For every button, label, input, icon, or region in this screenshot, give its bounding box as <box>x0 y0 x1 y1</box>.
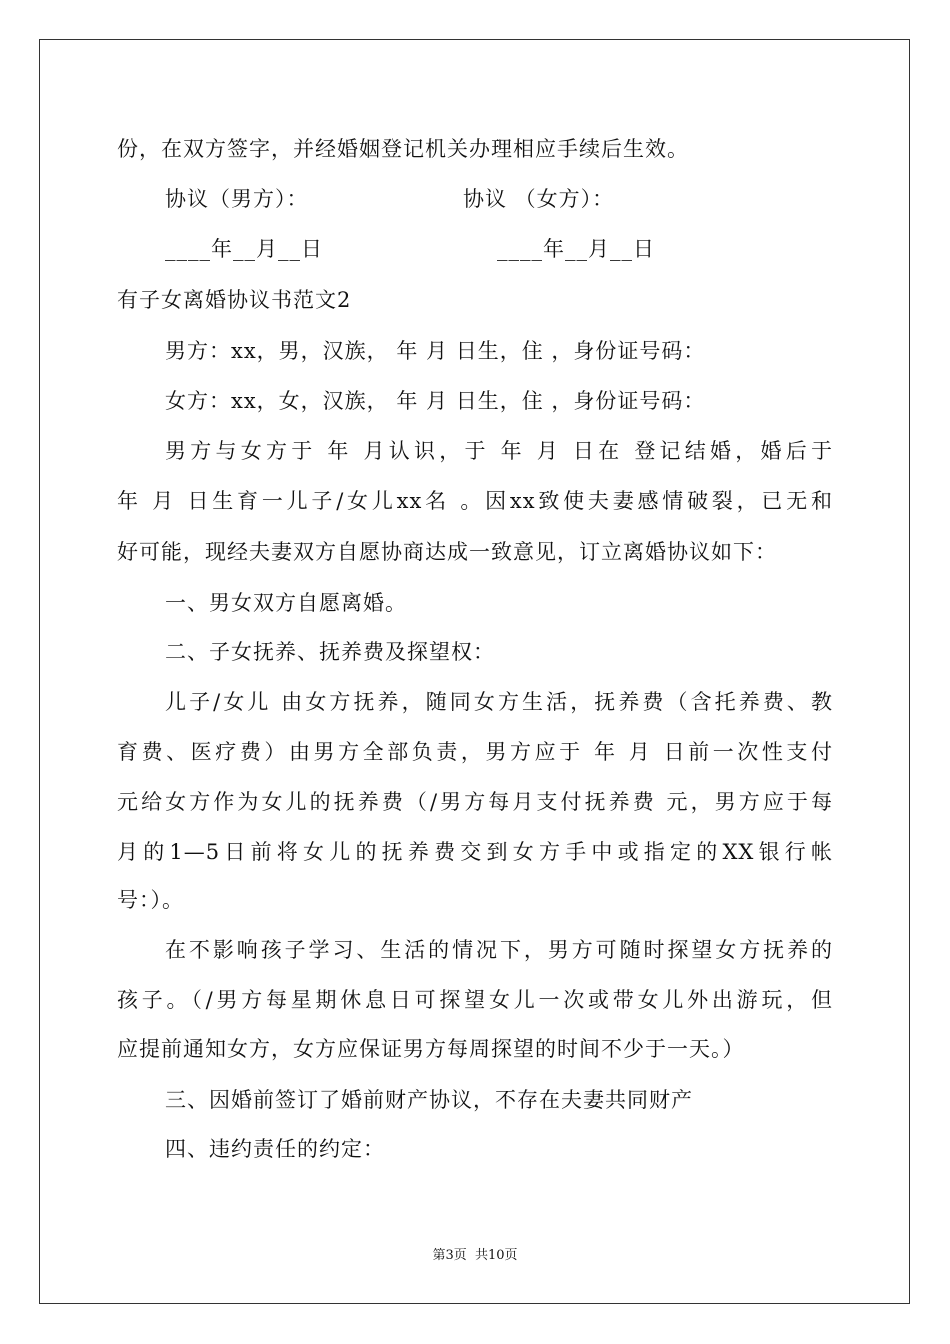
paragraph-line: 年 月 日生育一儿子/女儿xx名 。因xx致使夫妻感情破裂，已无和 <box>117 489 833 513</box>
clause-3: 三、因婚前签订了婚前财产协议，不存在夫妻共同财产 <box>165 1088 693 1112</box>
female-party-info: 女方：xx，女，汉族， 年 月 日生，住 ，身份证号码： <box>165 389 706 413</box>
page-border <box>39 39 910 1304</box>
date-line-female: ____年__月__日 <box>497 237 655 261</box>
paragraph-line: 好可能，现经夫妻双方自愿协商达成一致意见，订立离婚协议如下： <box>117 540 777 564</box>
paragraph-line: 号：）。 <box>117 888 184 912</box>
section-title: 有子女离婚协议书范文2 <box>117 288 352 312</box>
signature-label-female: 协议 （女方）： <box>463 187 615 211</box>
clause-1: 一、男女双方自愿离婚。 <box>165 591 407 615</box>
page-number-footer: 第3页 共10页 <box>432 1248 518 1263</box>
signature-label-male: 协议（男方）： <box>165 187 309 211</box>
paragraph-line: 男方与女方于 年 月认识，于 年 月 日在 登记结婚，婚后于 <box>165 439 833 463</box>
paragraph-line: 孩子。（/男方每星期休息日可探望女儿一次或带女儿外出游玩，但 <box>117 988 833 1012</box>
paragraph-line: 份，在双方签字，并经婚姻登记机关办理相应手续后生效。 <box>117 137 689 161</box>
paragraph-line: 儿子/女儿 由女方抚养，随同女方生活，抚养费（含托养费、教 <box>165 690 833 714</box>
date-line-male: ____年__月__日 <box>165 237 323 261</box>
paragraph-line: 在不影响孩子学习、生活的情况下，男方可随时探望女方抚养的 <box>165 938 833 962</box>
clause-4-heading: 四、违约责任的约定： <box>165 1137 385 1161</box>
paragraph-line: 月的1—5日前将女儿的抚养费交到女方手中或指定的XX银行帐 <box>117 840 833 864</box>
male-party-info: 男方：xx，男，汉族， 年 月 日生，住 ，身份证号码： <box>165 339 706 363</box>
paragraph-line: 育费、医疗费）由男方全部负责，男方应于 年 月 日前一次性支付 <box>117 740 833 764</box>
paragraph-line: 元给女方作为女儿的抚养费（/男方每月支付抚养费 元，男方应于每 <box>117 790 833 814</box>
clause-2-heading: 二、子女抚养、抚养费及探望权： <box>165 640 495 664</box>
paragraph-line: 应提前通知女方，女方应保证男方每周探望的时间不少于一天。） <box>117 1037 745 1061</box>
